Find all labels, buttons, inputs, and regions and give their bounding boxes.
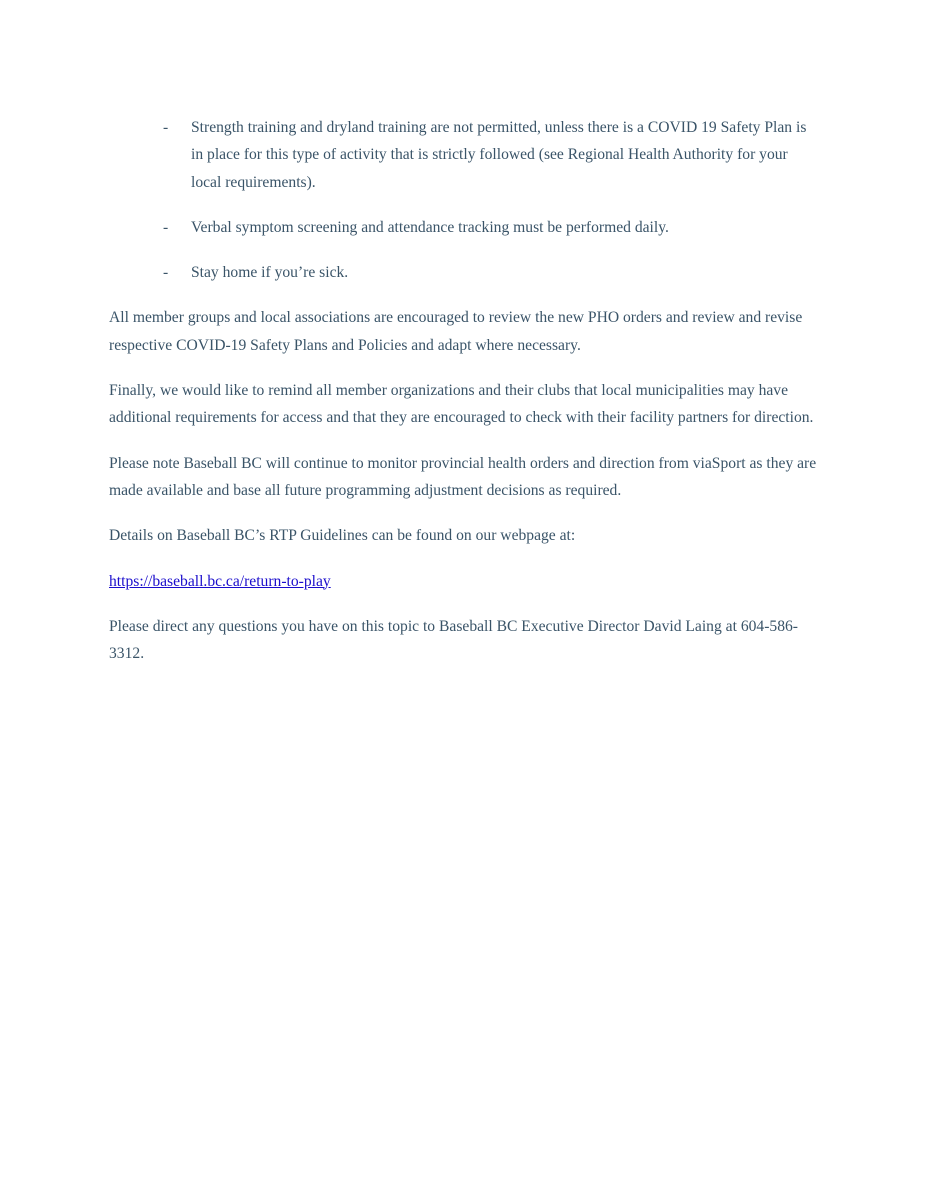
link-paragraph bbox=[109, 568, 819, 595]
paragraph-contact: Please direct any questions you have on this topic to Baseball BC Executive Director David Laing at 604-586-3312. bbox=[109, 617, 798, 663]
bullet-text: Verbal symptom screening and attendance tracking must be performed daily. bbox=[191, 218, 669, 236]
bullet-item bbox=[109, 259, 819, 286]
paragraph-monitor: Please note Baseball BC will continue to monitor provincial health orders and direction from viaSport as they are made available and base all future programming adjustment decisions as required. bbox=[109, 454, 817, 499]
bullet-dash: - bbox=[163, 218, 169, 236]
paragraph-municipalities: Finally, we would like to remind all member organizations and their clubs that local municipalities may have additional requirements for access and that they are encouraged to check with their facility partners for direction. bbox=[109, 382, 814, 427]
bullet-list bbox=[109, 114, 819, 286]
bullet-dash: - bbox=[163, 264, 169, 282]
bullet-text: Strength training and dryland training are not permitted, unless there is a COVID 19 Safety Plan is in place for this type of activity that is strictly followed (see Regional Health Authority for your local requirements). bbox=[191, 119, 807, 191]
paragraph-guidelines: Details on Baseball BC’s RTP Guidelines can be found on our webpage at: bbox=[109, 527, 576, 545]
bullet-dash: - bbox=[163, 119, 169, 136]
bullet-text: Stay home if you’re sick. bbox=[191, 264, 349, 282]
bullet-item bbox=[109, 114, 819, 196]
return-to-play-link[interactable]: https://baseball.bc.ca/return-to-play bbox=[109, 572, 331, 590]
document-body bbox=[109, 114, 819, 685]
paragraph-review: All member groups and local associations are encouraged to review the new PHO orders and review and revise respective COVID-19 Safety Plans and Policies and adapt where necessary. bbox=[109, 309, 803, 354]
bullet-item bbox=[109, 214, 819, 241]
